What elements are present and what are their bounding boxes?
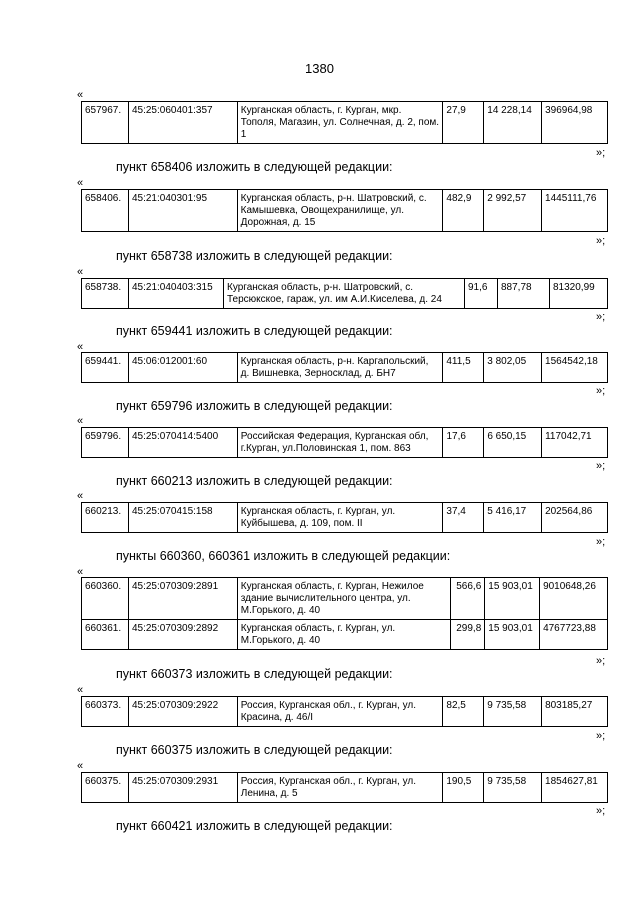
rate-cell: 3 802,05 (484, 353, 542, 383)
address-cell: Курганская область, г. Курган, Нежилое здание вычислительного центра, ул. М.Горького, д. 40 (237, 578, 451, 620)
area-cell: 299,8 (451, 620, 485, 650)
record-table (81, 352, 608, 383)
open-quote: « (77, 341, 84, 353)
instruction-text: пункты 660360, 660361 изложить в следующей редакции: (116, 549, 451, 563)
open-quote: « (77, 415, 84, 427)
record-table (81, 101, 608, 144)
rate-cell: 9 735,58 (484, 697, 542, 727)
value-cell: 803185,27 (542, 697, 608, 727)
area-cell: 91,6 (465, 279, 498, 309)
table-row (82, 773, 608, 803)
close-quote: »; (596, 235, 606, 247)
record-table (81, 696, 608, 727)
cadastral-number: 45:06:012001:60 (128, 353, 237, 383)
record-table (81, 427, 608, 458)
address-cell: Курганская область, р-н. Каргапольский, д. Вишневка, Зерносклад, д. БН7 (237, 353, 443, 383)
area-cell: 82,5 (443, 697, 484, 727)
open-quote: « (77, 490, 84, 502)
record-number: 657967. (82, 102, 129, 144)
instruction-text: пункт 660421 изложить в следующей редакции: (116, 819, 393, 833)
address-cell: Курганская область, р-н. Шатровский, с. Камышевка, Овощехранилище, ул. Дорожная, д. 15 (237, 190, 443, 232)
open-quote: « (77, 684, 84, 696)
record-table (81, 772, 608, 803)
area-cell: 566,6 (451, 578, 485, 620)
instruction-text: пункт 659441 изложить в следующей редакции: (116, 324, 393, 338)
record-table (81, 502, 608, 533)
cadastral-number: 45:25:070415:158 (128, 503, 237, 533)
close-quote: »; (596, 655, 606, 667)
record-number: 660373. (82, 697, 129, 727)
close-quote: »; (596, 730, 606, 742)
close-quote: »; (596, 536, 606, 548)
value-cell: 1564542,18 (542, 353, 608, 383)
address-cell: Курганская область, г. Курган, ул. Куйбышева, д. 109, пом. II (237, 503, 443, 533)
rate-cell: 15 903,01 (485, 578, 540, 620)
rate-cell: 887,78 (498, 279, 550, 309)
instruction-text: пункт 658738 изложить в следующей редакции: (116, 249, 393, 263)
rate-cell: 6 650,15 (484, 428, 542, 458)
close-quote: »; (596, 385, 606, 397)
record-number: 658738. (82, 279, 129, 309)
record-number: 658406. (82, 190, 129, 232)
record-number: 659441. (82, 353, 129, 383)
value-cell: 1854627,81 (542, 773, 608, 803)
rate-cell: 9 735,58 (484, 773, 542, 803)
area-cell: 482,9 (443, 190, 484, 232)
close-quote: »; (596, 147, 606, 159)
cadastral-number: 45:25:070414:5400 (128, 428, 237, 458)
table-row (82, 697, 608, 727)
open-quote: « (77, 177, 84, 189)
instruction-text: пункт 660213 изложить в следующей редакции: (116, 474, 393, 488)
area-cell: 17,6 (443, 428, 484, 458)
cadastral-number: 45:25:070309:2892 (128, 620, 237, 650)
rate-cell: 14 228,14 (484, 102, 542, 144)
close-quote: »; (596, 460, 606, 472)
rate-cell: 2 992,57 (484, 190, 542, 232)
record-table (81, 278, 608, 309)
table-row (82, 503, 608, 533)
instruction-text: пункт 660373 изложить в следующей редакции: (116, 667, 393, 681)
table-row (82, 102, 608, 144)
record-number: 660375. (82, 773, 129, 803)
value-cell: 396964,98 (542, 102, 608, 144)
instruction-text: пункт 659796 изложить в следующей редакции: (116, 399, 393, 413)
cadastral-number: 45:25:060401:357 (128, 102, 237, 144)
cadastral-number: 45:21:040301:95 (128, 190, 237, 232)
value-cell: 81320,99 (550, 279, 608, 309)
value-cell: 1445111,76 (542, 190, 608, 232)
address-cell: Россия, Курганская обл., г. Курган, ул. Ленина, д. 5 (237, 773, 443, 803)
area-cell: 411,5 (443, 353, 484, 383)
record-table (81, 577, 608, 650)
instruction-text: пункт 658406 изложить в следующей редакции: (116, 160, 393, 174)
instruction-text: пункт 660375 изложить в следующей редакции: (116, 743, 393, 757)
open-quote: « (77, 760, 84, 772)
address-cell: Курганская область, р-н. Шатровский, с. Терсюкское, гараж, ул. им А.И.Киселева, д. 24 (224, 279, 465, 309)
record-number: 659796. (82, 428, 129, 458)
page-number: 1380 (305, 61, 334, 76)
value-cell: 202564,86 (542, 503, 608, 533)
cadastral-number: 45:25:070309:2931 (128, 773, 237, 803)
table-row (82, 353, 608, 383)
address-cell: Россия, Курганская обл., г. Курган, ул. Красина, д. 46/I (237, 697, 443, 727)
address-cell: Курганская область, г. Курган, ул. М.Горького, д. 40 (237, 620, 451, 650)
rate-cell: 15 903,01 (485, 620, 540, 650)
address-cell: Российская Федерация, Курганская обл, г.Курган, ул.Половинская 1, пом. 863 (237, 428, 443, 458)
open-quote: « (77, 266, 84, 278)
value-cell: 117042,71 (542, 428, 608, 458)
value-cell: 4767723,88 (540, 620, 608, 650)
cadastral-number: 45:21:040403:315 (129, 279, 224, 309)
table-row (82, 428, 608, 458)
close-quote: »; (596, 311, 606, 323)
value-cell: 9010648,26 (540, 578, 608, 620)
table-row (82, 279, 608, 309)
close-quote: »; (596, 805, 606, 817)
table-row (82, 620, 608, 650)
rate-cell: 5 416,17 (484, 503, 542, 533)
open-quote: « (77, 89, 84, 101)
table-row (82, 578, 608, 620)
cadastral-number: 45:25:070309:2922 (128, 697, 237, 727)
record-table (81, 189, 608, 232)
record-number: 660360. (82, 578, 129, 620)
record-number: 660213. (82, 503, 129, 533)
address-cell: Курганская область, г. Курган, мкр. Тополя, Магазин, ул. Солнечная, д. 2, пом. 1 (237, 102, 443, 144)
cadastral-number: 45:25:070309:2891 (128, 578, 237, 620)
record-number: 660361. (82, 620, 129, 650)
area-cell: 37,4 (443, 503, 484, 533)
area-cell: 27,9 (443, 102, 484, 144)
table-row (82, 190, 608, 232)
open-quote: « (77, 566, 84, 578)
area-cell: 190,5 (443, 773, 484, 803)
